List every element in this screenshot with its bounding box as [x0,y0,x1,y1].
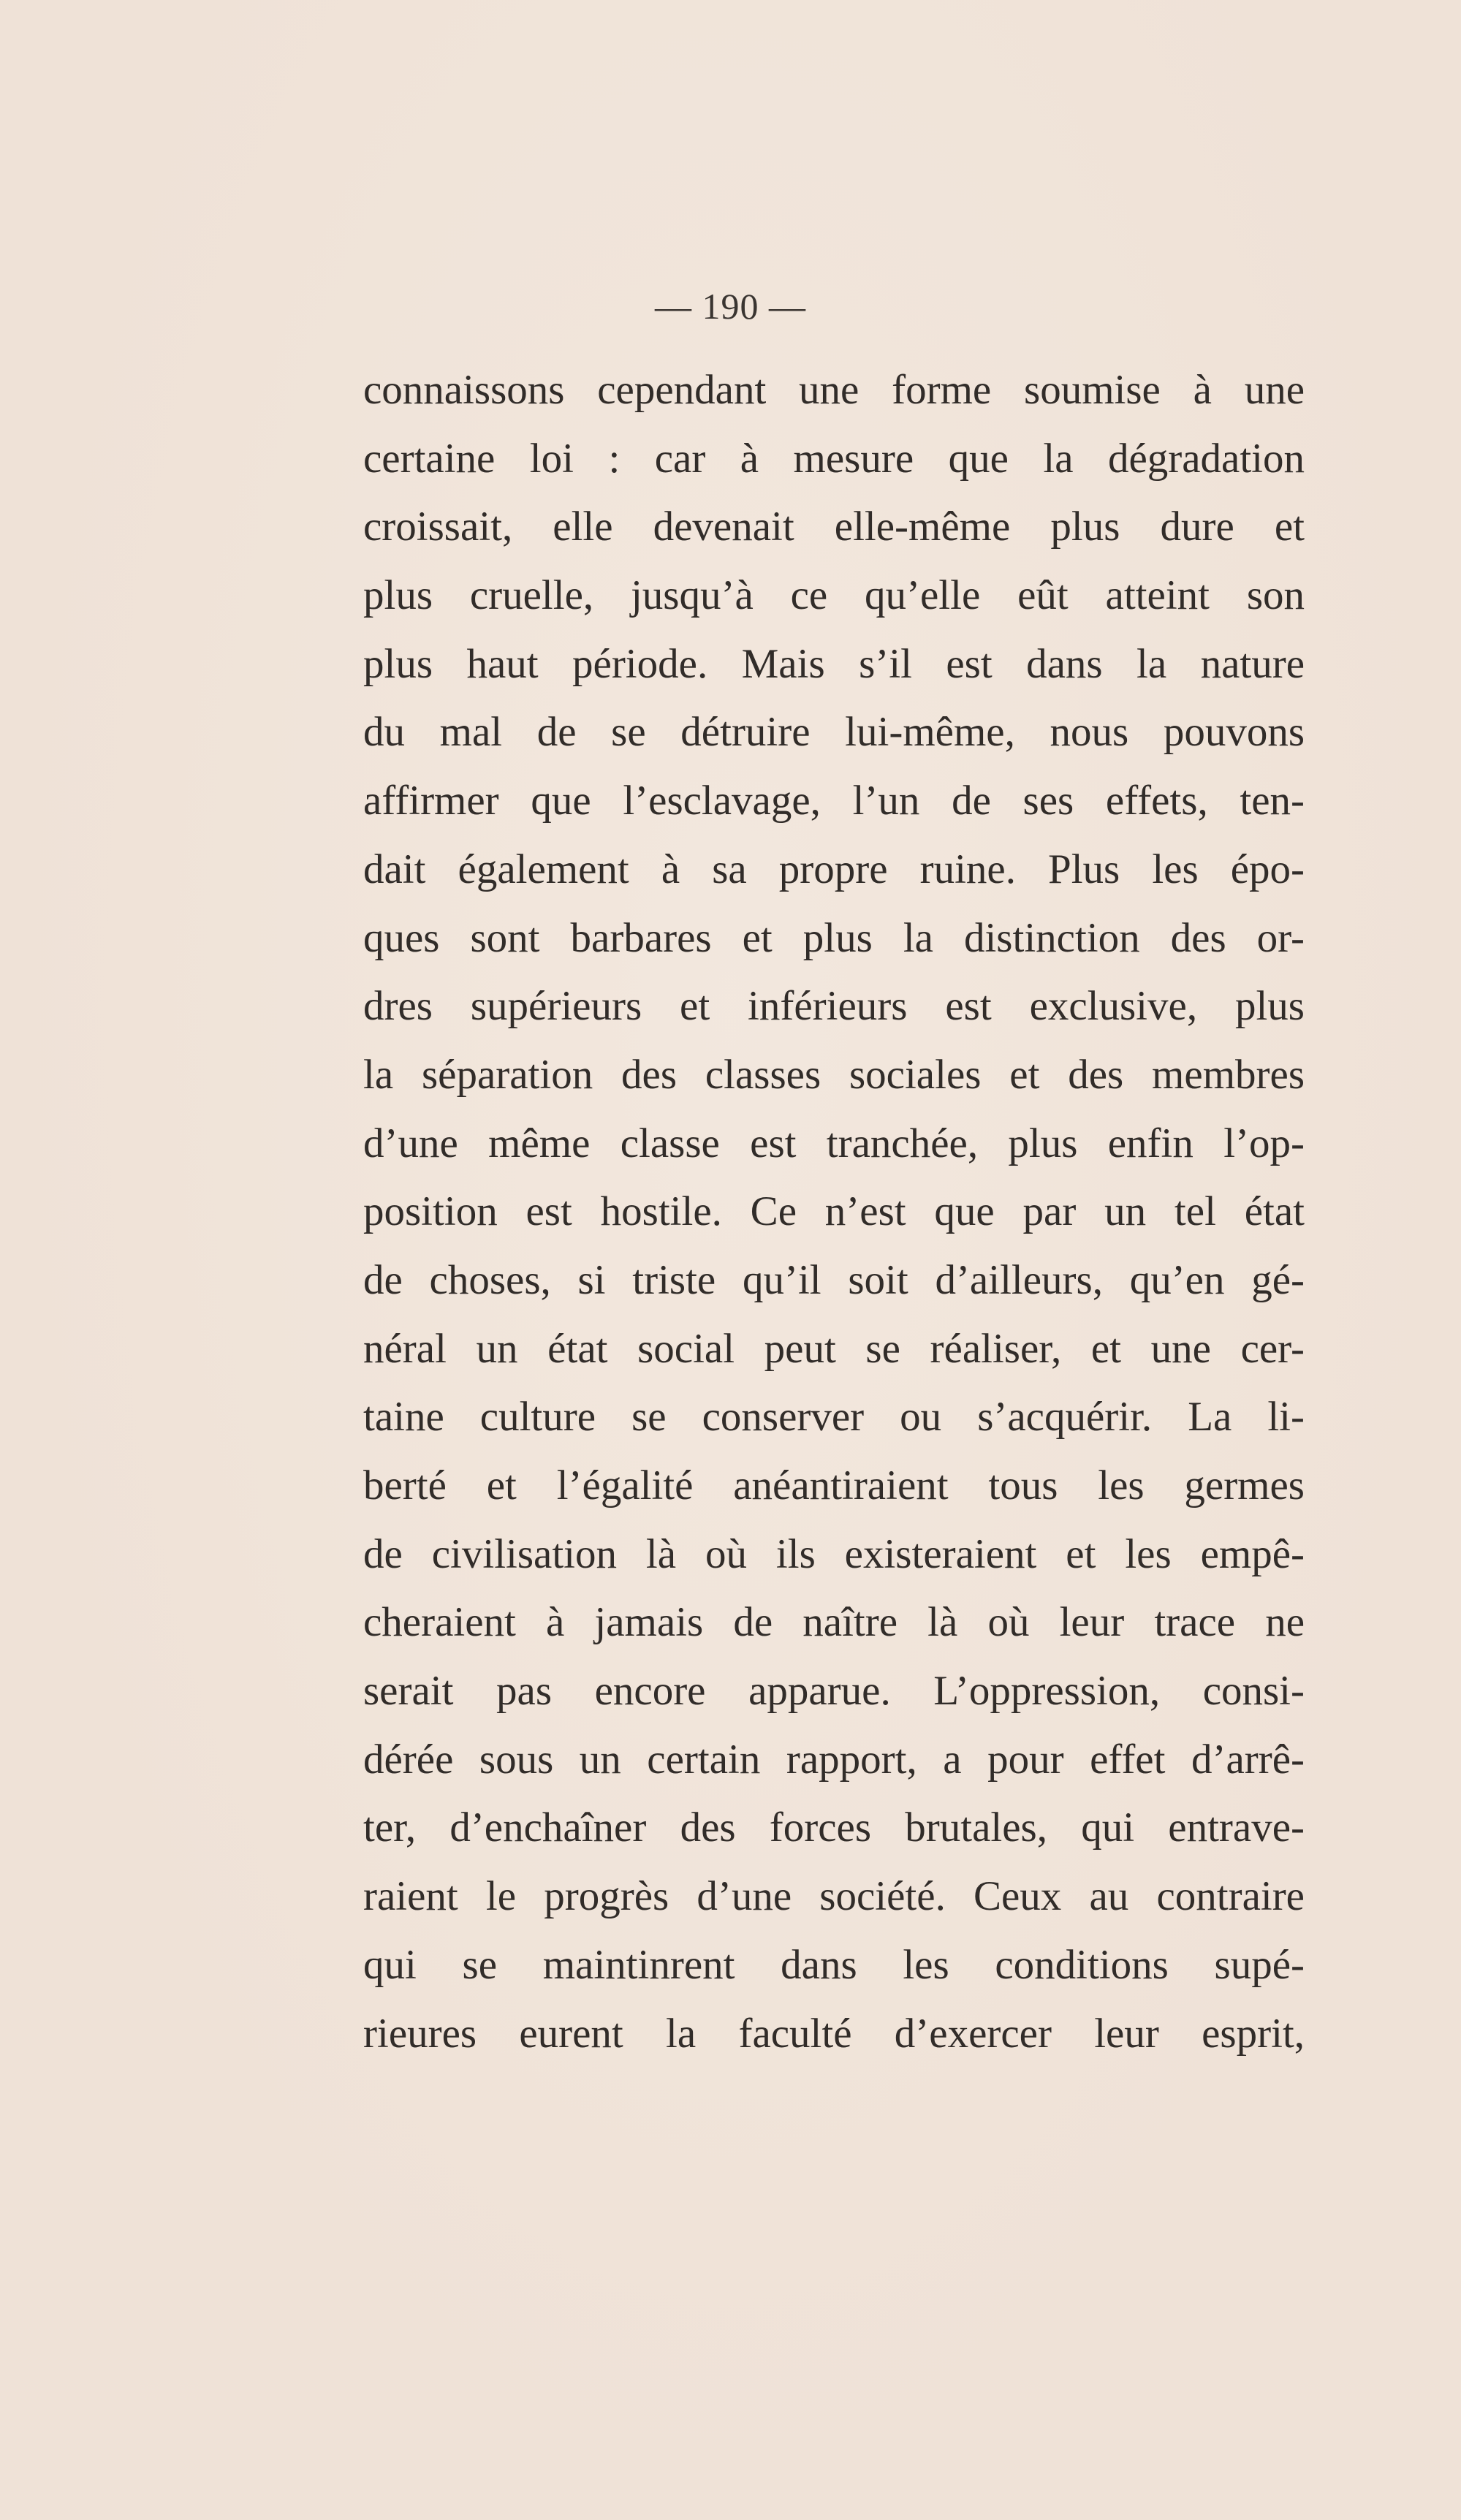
text-line: du mal de se détruire lui-même, nous pouvons [363,709,1305,756]
text-line: qui se maintinrent dans les conditions supé- [363,1941,1305,1988]
text-line: de civilisation là où ils existeraient et les empê- [363,1530,1305,1577]
text-line: certaine loi : car à mesure que la dégradation [363,435,1305,482]
text-line: plus cruelle, jusqu’à ce qu’elle eût atteint son [363,572,1305,619]
body-text [363,356,1305,2068]
text-line: plus haut période. Mais s’il est dans la nature [363,640,1305,687]
text-line: ques sont barbares et plus la distinction des or- [363,914,1305,961]
text-line: ter, d’enchaîner des forces brutales, qui entrave- [363,1804,1305,1851]
text-line: d’une même classe est tranchée, plus enfin l’op- [363,1120,1305,1166]
page-number-header: — 190 — [655,286,806,327]
text-line: cheraient à jamais de naître là où leur trace ne [363,1599,1305,1646]
text-line: de choses, si triste qu’il soit d’ailleurs, qu’en gé- [363,1256,1305,1303]
text-line: berté et l’égalité anéantiraient tous les germes [363,1462,1305,1508]
text-line: raient le progrès d’une société. Ceux au contraire [363,1873,1305,1920]
text-line: dres supérieurs et inférieurs est exclusive, plus [363,983,1305,1030]
text-line: affirmer que l’esclavage, l’un de ses effets, ten- [363,778,1305,824]
text-line: position est hostile. Ce n’est que par un tel état [363,1188,1305,1235]
text-line: néral un état social peut se réaliser, et une cer- [363,1325,1305,1372]
text-line: serait pas encore apparue. L’oppression, consi- [363,1668,1305,1715]
text-line: croissait, elle devenait elle-même plus dure et [363,504,1305,550]
text-line: dait également à sa propre ruine. Plus les épo- [363,846,1305,892]
text-line: rieures eurent la faculté d’exercer leur esprit, [363,2010,1305,2057]
text-line: dérée sous un certain rapport, a pour effet d’arrê- [363,1736,1305,1783]
text-line: la séparation des classes sociales et des membres [363,1051,1305,1098]
text-line: connaissons cependant une forme soumise à une [363,367,1305,413]
text-line: taine culture se conserver ou s’acquérir. La li- [363,1394,1305,1441]
